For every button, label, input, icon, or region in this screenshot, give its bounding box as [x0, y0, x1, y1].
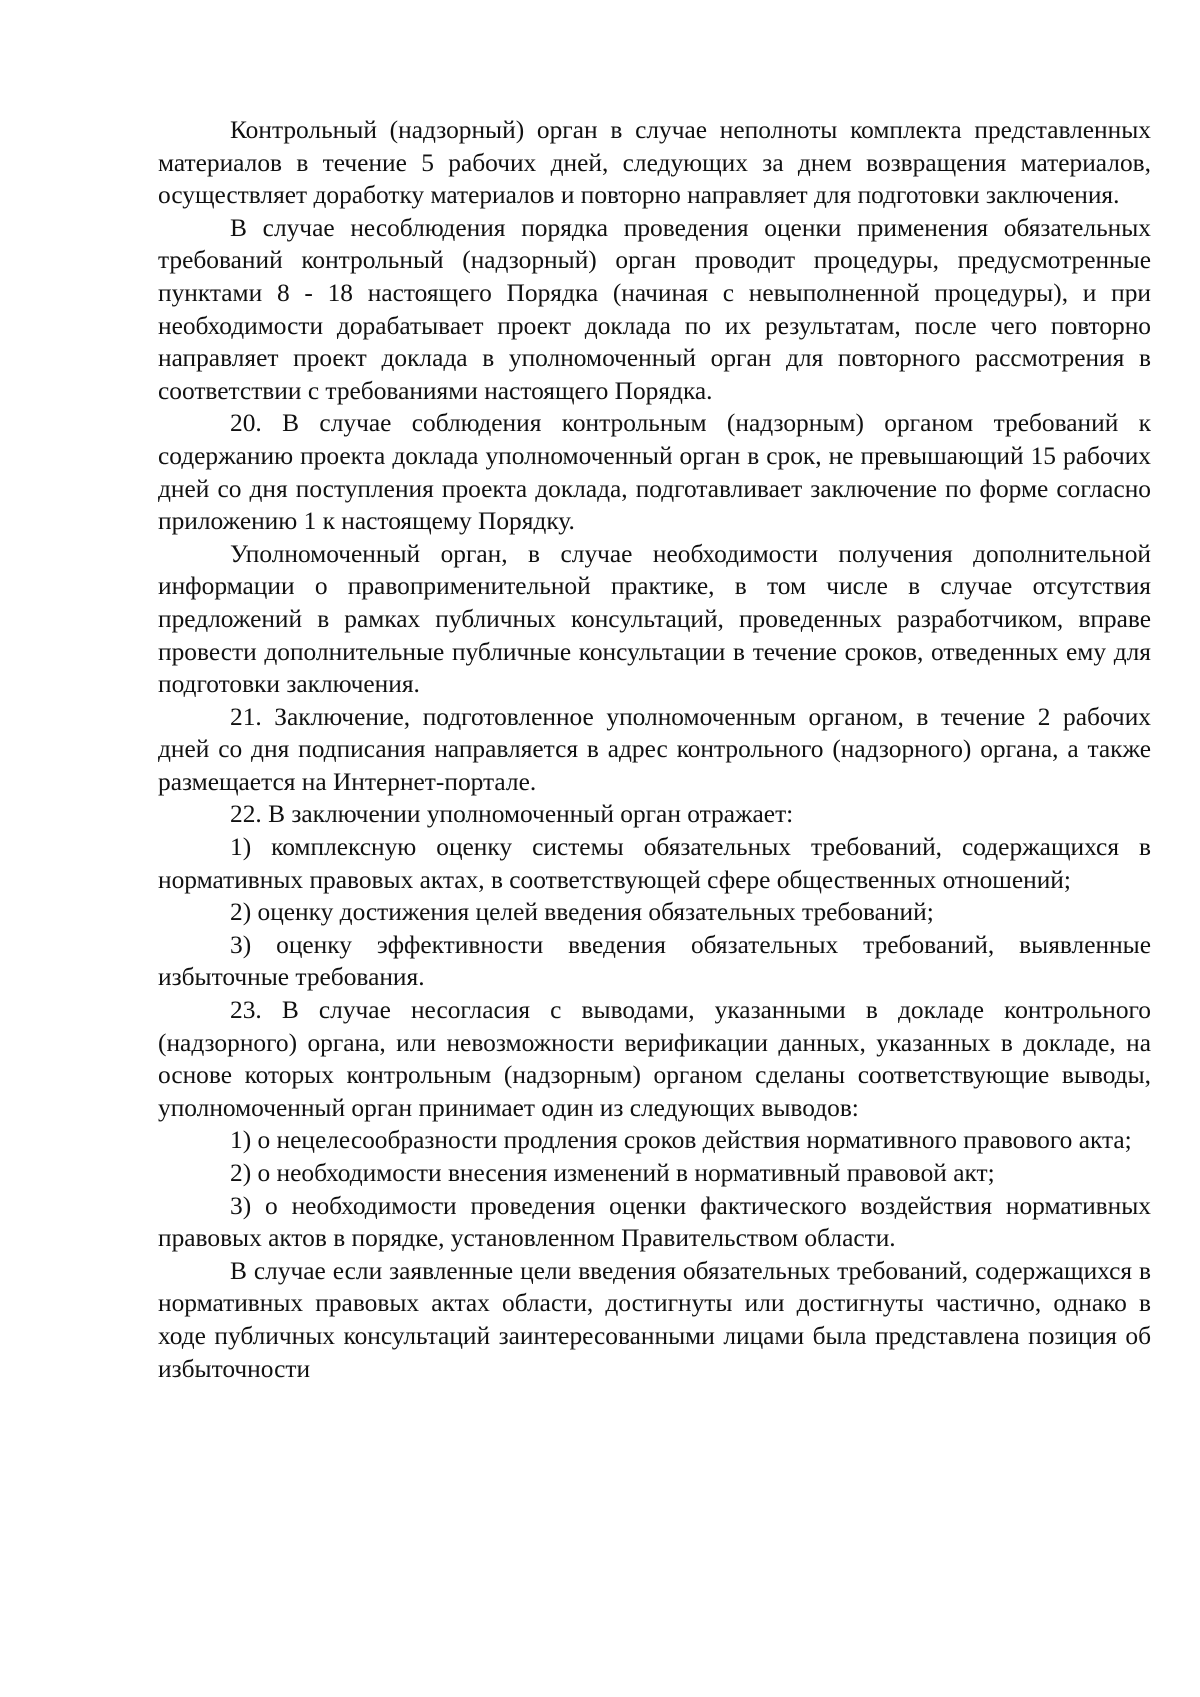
paragraph: 21. Заключение, подготовленное уполномоченным органом, в течение 2 рабочих дней со дня подписания направляется в адрес контрольного (надзорного) органа, а также размещается на Интернет-портале. — [158, 702, 1151, 796]
document-body — [158, 114, 1151, 1385]
paragraph: 23. В случае несогласия с выводами, указанными в докладе контрольного (надзорного) органа, или невозможности верификации данных, указанных в докладе, на основе которых контрольным (надзорным) органом сделаны соответствующие выводы, уполномоченный орган принимает один из следующих выводов: — [158, 996, 1151, 1122]
list-item: 2) о необходимости внесения изменений в нормативный правовой акт; — [230, 1159, 995, 1187]
list-item: 3) оценку эффективности введения обязательных требований, выявленные избыточные требования. — [158, 930, 1151, 992]
paragraph: 20. В случае соблюдения контрольным (надзорным) органом требований к содержанию проекта доклада уполномоченный орган в срок, не превышающий 15 рабочих дней со дня поступления проекта доклада, подготавливает заключение по форме согласно приложению 1 к настоящему Порядку. — [158, 409, 1151, 536]
paragraph: 22. В заключении уполномоченный орган отражает: — [230, 800, 794, 829]
paragraph: В случае несоблюдения порядка проведения оценки применения обязательных требований контрольный (надзорный) орган проводит процедуры, предусмотренные пунктами 8 - 18 настоящего Порядка (начиная с невыполненной процедуры), и при необходимости дорабатывает проект доклада по их результатам, после чего повторно направляет проект доклада в уполномоченный орган для повторного рассмотрения в соответствии с требованиями настоящего Порядка. — [158, 213, 1151, 405]
list-item: 1) комплексную оценку системы обязательных требований, содержащихся в нормативных правовых актах, в соответствующей сфере общественных отношений; — [158, 833, 1151, 894]
paragraph: Контрольный (надзорный) орган в случае неполноты комплекта представленных материалов в течение 5 рабочих дней, следующих за днем возвращения материалов, осуществляет доработку материалов и повторно направляет для подготовки заключения. — [158, 116, 1151, 210]
list-item: 3) о необходимости проведения оценки фактического воздействия нормативных правовых актов в порядке, установленном Правительством области. — [158, 1191, 1151, 1253]
paragraph: В случае если заявленные цели введения обязательных требований, содержащихся в нормативных правовых актах области, достигнуты или достигнуты частично, однако в ходе публичных консультаций заинтересованными лицами была представлена позиция об избыточности — [158, 1256, 1151, 1383]
list-item: 1) о нецелесообразности продления сроков действия нормативного правового акта; — [230, 1126, 1132, 1155]
list-item: 2) оценку достижения целей введения обязательных требований; — [230, 898, 934, 927]
paragraph: Уполномоченный орган, в случае необходимости получения дополнительной информации о правоприменительной практике, в том числе в случае отсутствия предложений в рамках публичных консультаций, проведенных разработчиком, вправе провести дополнительные публичные консультации в течение сроков, отведенных ему для подготовки заключения. — [158, 539, 1151, 699]
